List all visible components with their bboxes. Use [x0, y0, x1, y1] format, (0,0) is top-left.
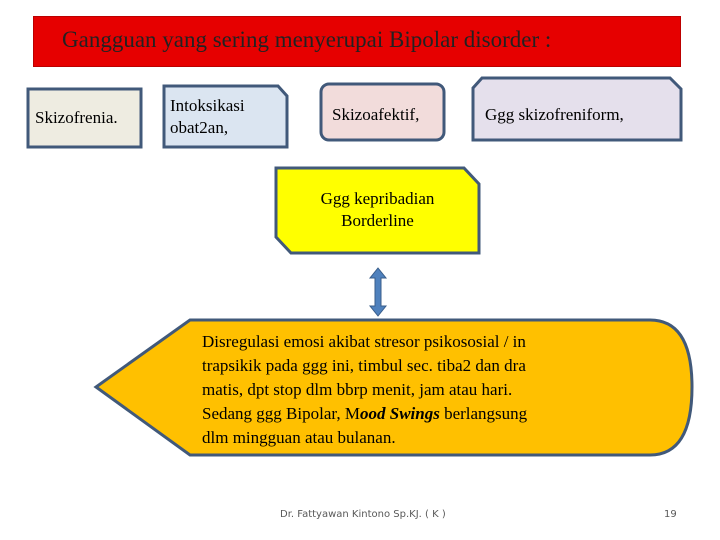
double-arrow-icon — [370, 268, 386, 316]
box-intoksikasi-line: obat2an, — [170, 118, 229, 137]
box-borderline-line: Ggg kepribadian — [320, 189, 435, 208]
box-skizofrenia: Skizofrenia. — [35, 108, 118, 127]
box-skizofreniform: Ggg skizofreniform, — [485, 105, 624, 124]
box-skizoafektif: Skizoafektif, — [332, 105, 420, 124]
slide-title: Gangguan yang sering menyerupai Bipolar disorder : — [33, 16, 681, 67]
footer-author: Dr. Fattyawan Kintono Sp.KJ. ( K ) — [280, 509, 446, 520]
description-line — [202, 402, 527, 426]
description-line: trapsikik pada ggg ini, timbul sec. tiba2 dan dra — [202, 356, 526, 375]
description-line: matis, dpt stop dlm bbrp menit, jam atau hari. — [202, 380, 513, 399]
description-line4-pre: Sedang ggg Bipolar, M — [202, 404, 360, 423]
box-borderline — [276, 188, 479, 232]
mood-swings-emphasis: ood Swings — [359, 404, 440, 423]
box-intoksikasi — [170, 95, 245, 139]
description-line4-post: berlangsung — [439, 404, 528, 423]
description-text — [202, 330, 527, 450]
box-borderline-line: Borderline — [341, 211, 414, 230]
page-number: 19 — [664, 509, 677, 520]
box-intoksikasi-line: Intoksikasi — [170, 96, 245, 115]
description-line: Disregulasi emosi akibat stresor psikososial / in — [202, 332, 526, 351]
description-line: dlm mingguan atau bulanan. — [202, 428, 396, 447]
